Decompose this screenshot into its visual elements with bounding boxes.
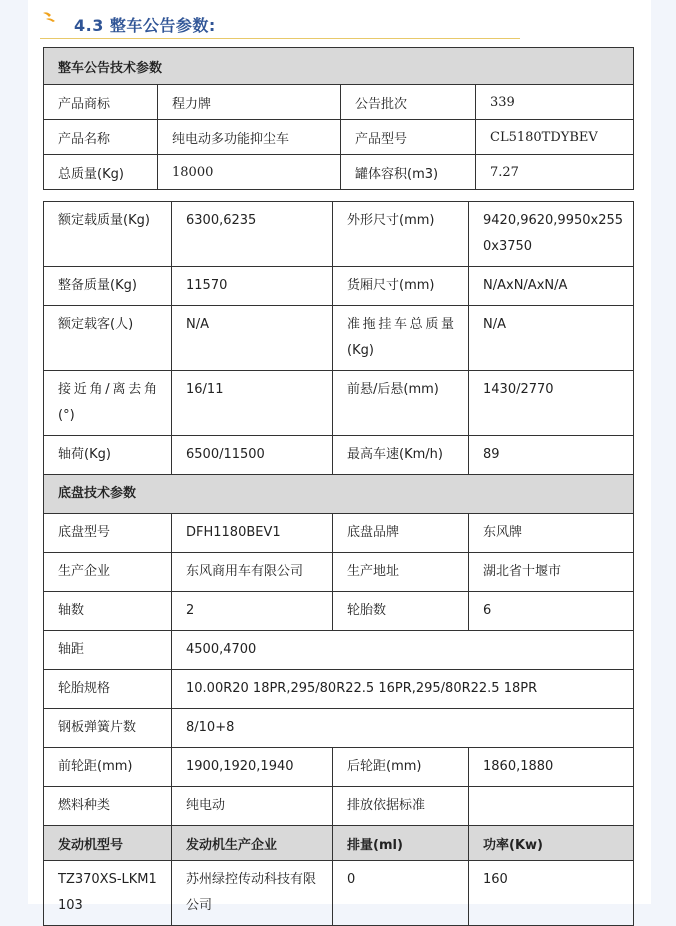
cell-value: 18000 <box>158 155 341 190</box>
table-row <box>44 371 634 436</box>
cell-value: 纯电动多功能抑尘车 <box>158 120 341 155</box>
cell-value: N/AxN/AxN/A <box>469 267 634 306</box>
page <box>28 0 651 913</box>
engine-header-row <box>44 826 634 861</box>
cell-value: N/A <box>172 306 333 371</box>
cell-label: 轴荷(Kg) <box>44 436 172 475</box>
cell-value: 11570 <box>172 267 333 306</box>
cell-value: 8/10+8 <box>172 709 634 748</box>
table-row <box>44 306 634 371</box>
cell-label: 后轮距(mm) <box>333 748 469 787</box>
cell-label: 公告批次 <box>341 85 476 120</box>
cell-label: 货厢尺寸(mm) <box>333 267 469 306</box>
cell-label: 罐体容积(m3) <box>341 155 476 190</box>
announcement-table <box>43 47 634 190</box>
cell-label: 最高车速(Km/h) <box>333 436 469 475</box>
cell-value: 东风牌 <box>469 514 634 553</box>
cell-value: 10.00R20 18PR,295/80R22.5 16PR,295/80R22.5 18PR <box>172 670 634 709</box>
section-number: 4.3 <box>74 16 104 35</box>
table-row <box>44 787 634 826</box>
cell-label: 排放依据标准 <box>333 787 469 826</box>
cell-value: 6500/11500 <box>172 436 333 475</box>
cell-label: 前轮距(mm) <box>44 748 172 787</box>
table-row <box>44 155 634 190</box>
cell-label: 总质量(Kg) <box>44 155 158 190</box>
cell-label: 额定载质量(Kg) <box>44 202 172 267</box>
cell-label: 额定载客(人) <box>44 306 172 371</box>
cell-label: 外形尺寸(mm) <box>333 202 469 267</box>
chassis-header: 底盘技术参数 <box>44 475 634 514</box>
cell-value: 2 <box>172 592 333 631</box>
cell-label: 产品名称 <box>44 120 158 155</box>
cell-value: 湖北省十堰市 <box>469 553 634 592</box>
cell-label: 生产企业 <box>44 553 172 592</box>
table-row <box>44 592 634 631</box>
cell-value <box>469 787 634 826</box>
cell-value: 89 <box>469 436 634 475</box>
cell-value: 1860,1880 <box>469 748 634 787</box>
cell-label: 产品型号 <box>341 120 476 155</box>
engine-model-header: 发动机型号 <box>44 826 172 861</box>
cell-value: CL5180TDYBEV <box>476 120 634 155</box>
cell-label: 准拖挂车总质量(Kg) <box>333 306 469 371</box>
cell-label: 整备质量(Kg) <box>44 267 172 306</box>
cell-label: 轮胎数 <box>333 592 469 631</box>
engine-maker-header: 发动机生产企业 <box>172 826 333 861</box>
table-row <box>44 861 634 926</box>
displacement-header: 排量(ml) <box>333 826 469 861</box>
cell-value: 6300,6235 <box>172 202 333 267</box>
cell-value: 4500,4700 <box>172 631 634 670</box>
table-row <box>44 748 634 787</box>
table-row <box>44 202 634 267</box>
cell-value: DFH1180BEV1 <box>172 514 333 553</box>
table-row <box>44 85 634 120</box>
table-row <box>44 631 634 670</box>
announcement-header: 整车公告技术参数 <box>44 48 634 85</box>
engine-model: TZ370XS-LKM1103 <box>44 861 172 926</box>
cell-label: 生产地址 <box>333 553 469 592</box>
orange-swoosh-icon <box>42 10 56 24</box>
table-row <box>44 514 634 553</box>
cell-value: 东风商用车有限公司 <box>172 553 333 592</box>
cell-label: 底盘型号 <box>44 514 172 553</box>
cell-label: 轴距 <box>44 631 172 670</box>
table-row <box>44 709 634 748</box>
cell-label: 轮胎规格 <box>44 670 172 709</box>
table-row <box>44 670 634 709</box>
cell-value: 1900,1920,1940 <box>172 748 333 787</box>
table-row <box>44 267 634 306</box>
engine-power: 160 <box>469 861 634 926</box>
section-title-text: 整车公告参数: <box>109 16 216 35</box>
cell-label: 底盘品牌 <box>333 514 469 553</box>
cell-value: 6 <box>469 592 634 631</box>
cell-value: 程力牌 <box>158 85 341 120</box>
table-row <box>44 475 634 514</box>
cell-label: 轴数 <box>44 592 172 631</box>
cell-label: 产品商标 <box>44 85 158 120</box>
section-title <box>74 13 216 36</box>
cell-value: 16/11 <box>172 371 333 436</box>
table-row <box>44 553 634 592</box>
cell-value: 339 <box>476 85 634 120</box>
cell-label: 接近角/离去角(°) <box>44 371 172 436</box>
engine-displacement: 0 <box>333 861 469 926</box>
cell-value: 7.27 <box>476 155 634 190</box>
power-header: 功率(Kw) <box>469 826 634 861</box>
cell-value: N/A <box>469 306 634 371</box>
specs-table <box>43 201 634 926</box>
table-row <box>44 436 634 475</box>
section-heading <box>40 6 520 39</box>
table-row <box>44 120 634 155</box>
cell-label: 燃料种类 <box>44 787 172 826</box>
cell-value: 9420,9620,9950x2550x3750 <box>469 202 634 267</box>
cell-label: 钢板弹簧片数 <box>44 709 172 748</box>
cell-label: 前悬/后悬(mm) <box>333 371 469 436</box>
cell-value: 纯电动 <box>172 787 333 826</box>
engine-maker: 苏州绿控传动科技有限公司 <box>172 861 333 926</box>
cell-value: 1430/2770 <box>469 371 634 436</box>
